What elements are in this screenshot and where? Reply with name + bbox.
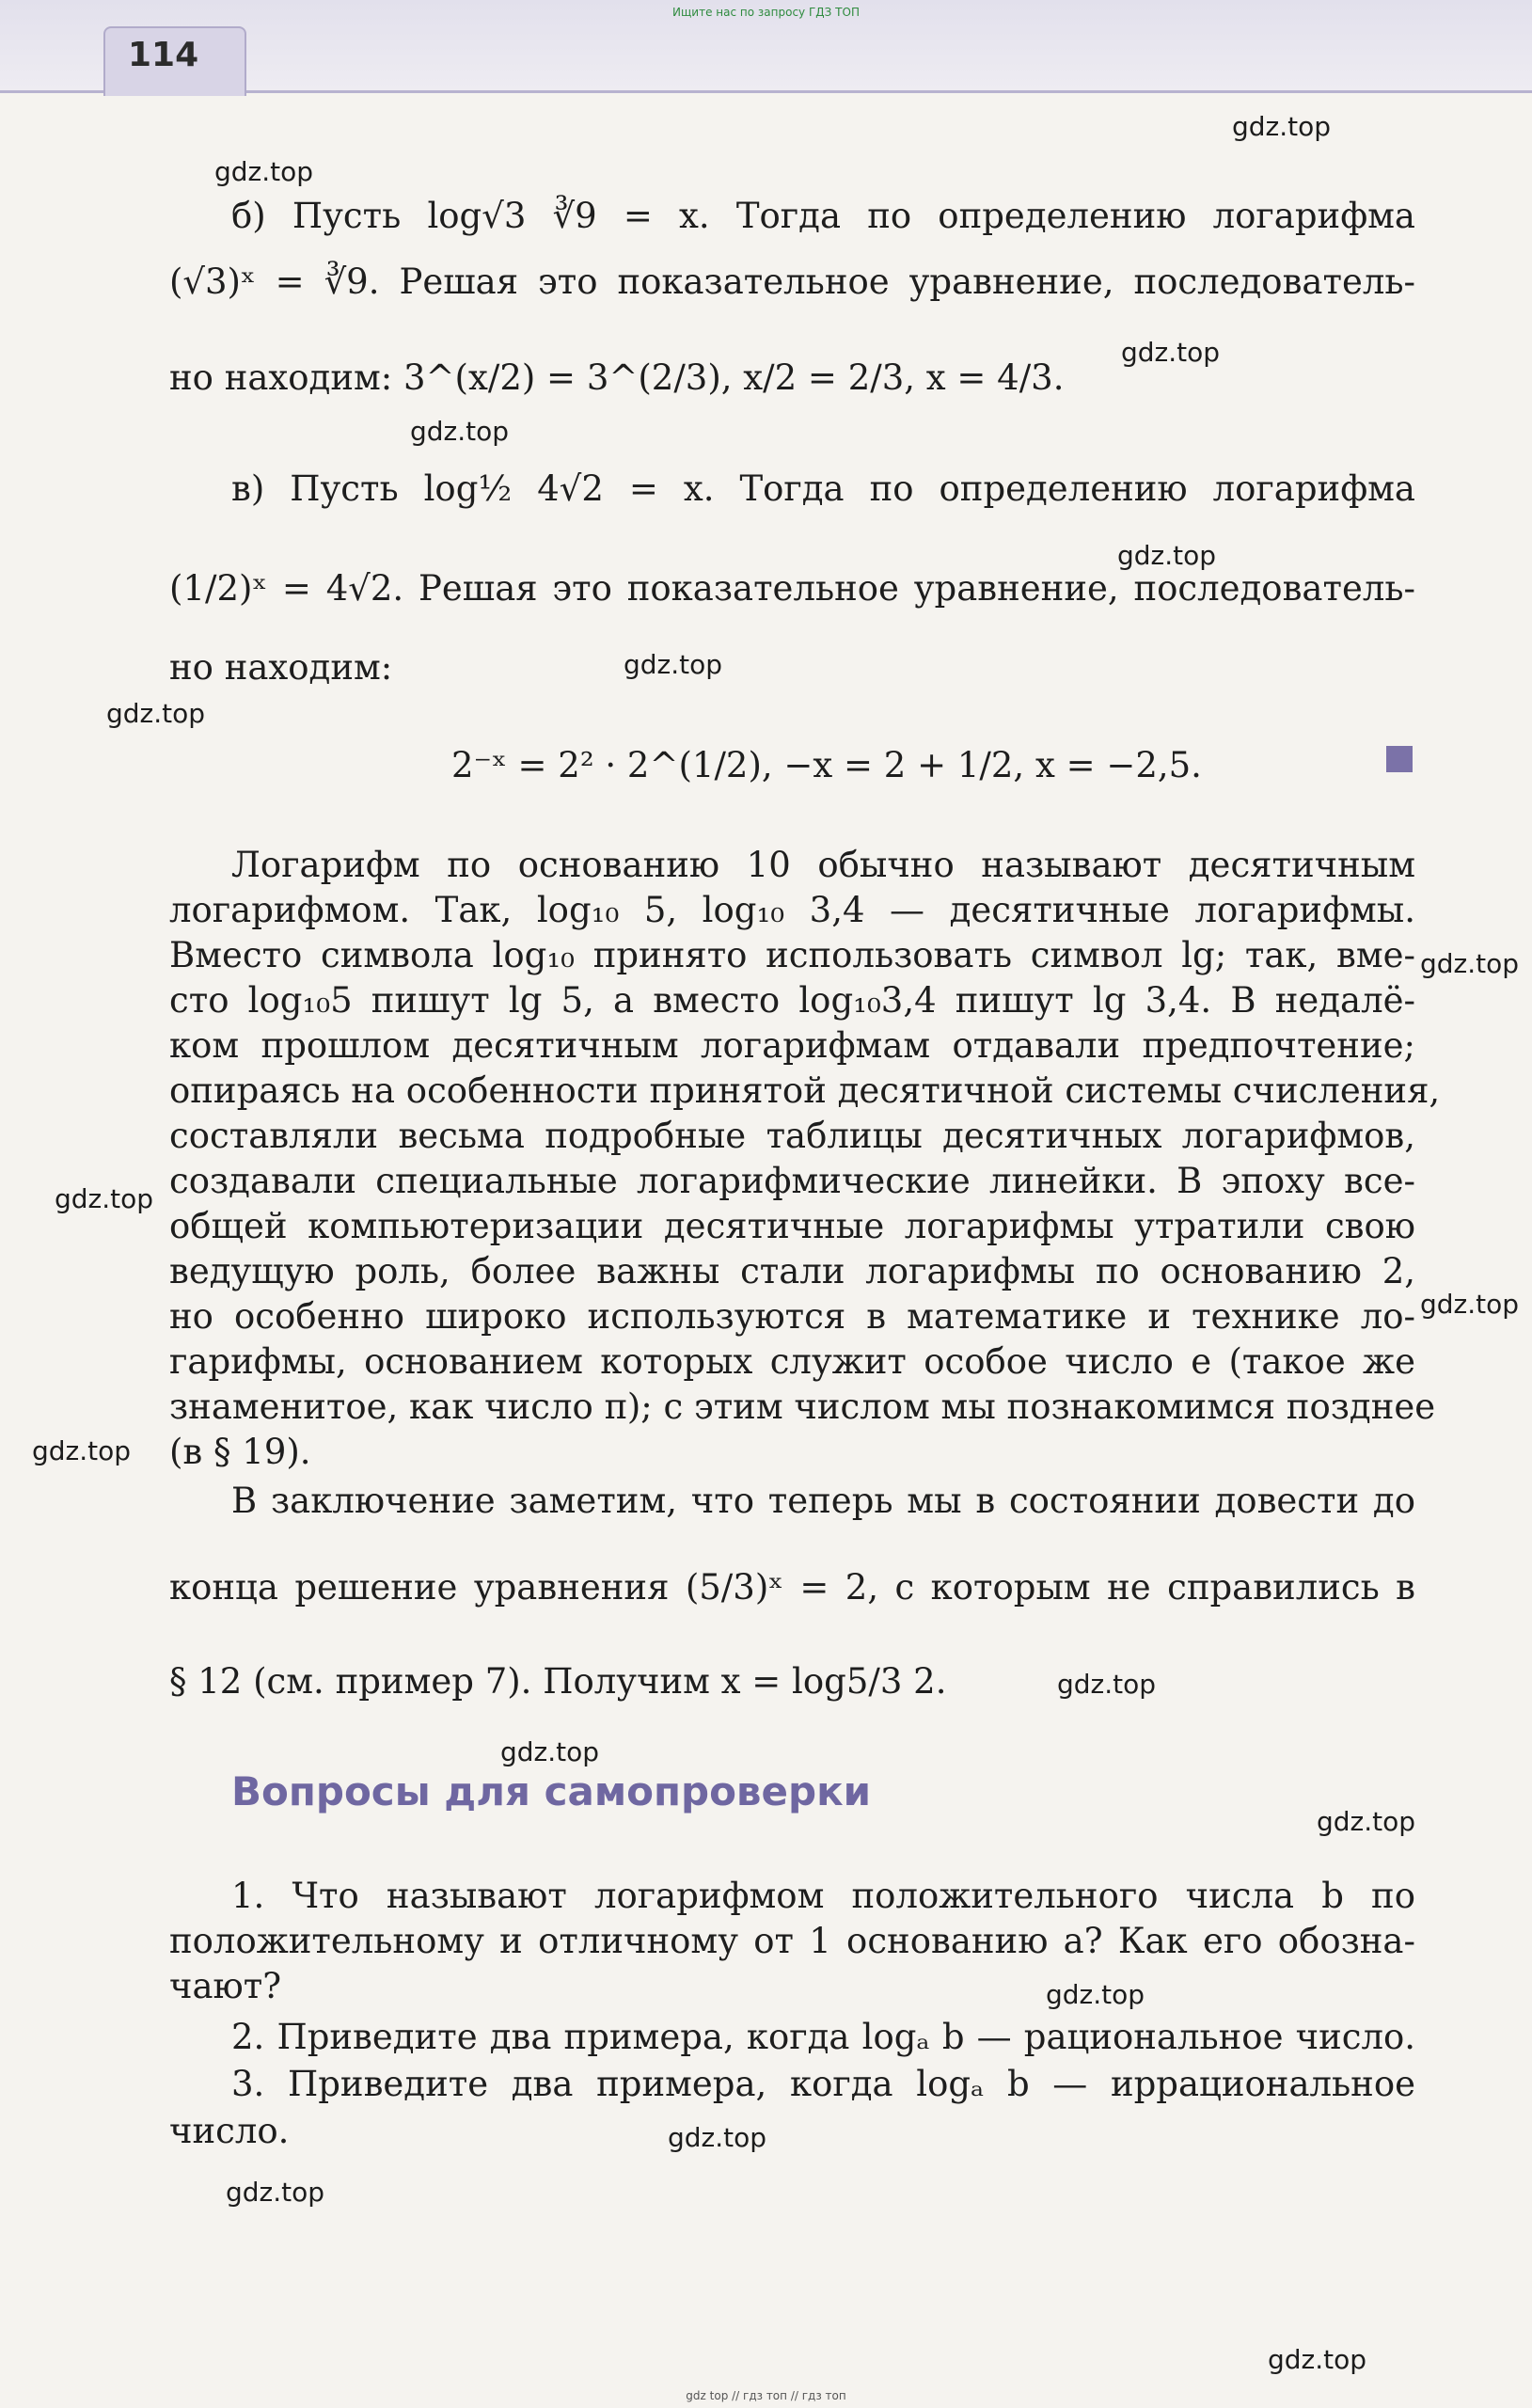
end-of-solution-marker xyxy=(1386,746,1413,772)
text-line: ведущую роль, более важны стали логарифмы по основанию 2, xyxy=(169,1251,1415,1291)
text-line: Логарифм по основанию 10 обычно называют десятичным xyxy=(231,845,1415,885)
text-line: но находим: xyxy=(169,647,393,688)
text-line: (в § 19). xyxy=(169,1432,311,1472)
text-line: § 12 (см. пример 7). Получим x = log5/3 2. xyxy=(169,1661,947,1702)
question-line: 1. Что называют логарифмом положительного числа b по xyxy=(231,1876,1415,1916)
watermark: gdz.top xyxy=(1268,2344,1367,2375)
watermark: gdz.top xyxy=(668,2122,767,2153)
text-line: но находим: 3^(x/2) = 3^(2/3), x/2 = 2/3, x = 4/3. xyxy=(169,357,1065,398)
section-title: Вопросы для самопроверки xyxy=(231,1768,871,1814)
top-note: Ищите нас по запросу ГДЗ ТОП xyxy=(672,6,860,19)
text-line: В заключение заметим, что теперь мы в состоянии довести до xyxy=(231,1481,1415,1521)
watermark: gdz.top xyxy=(1046,1979,1145,2010)
text-line: Вместо символа log₁₀ принято использовать символ lg; так, вме- xyxy=(169,935,1415,975)
question-line: положительному и отличному от 1 основанию a? Как его обозна- xyxy=(169,1921,1415,1961)
text-line: создавали специальные логарифмические линейки. В эпоху все- xyxy=(169,1161,1415,1201)
text-line: б) Пусть log√3 ∛9 = x. Тогда по определению логарифма xyxy=(231,196,1415,236)
watermark: gdz.top xyxy=(32,1435,132,1466)
text-line: общей компьютеризации десятичные логарифмы утратили свою xyxy=(169,1206,1415,1246)
watermark: gdz.top xyxy=(410,416,510,447)
text-line: ком прошлом десятичным логарифмам отдавали предпочтение; xyxy=(169,1025,1415,1066)
text-line: опираясь на особенности принятой десятичной системы счисления, xyxy=(169,1070,1441,1111)
text-line: знаменитое, как число π); с этим числом мы познакомимся позднее xyxy=(169,1386,1436,1427)
question-line: число. xyxy=(169,2111,290,2151)
watermark: gdz.top xyxy=(500,1736,600,1767)
watermark: gdz.top xyxy=(624,649,723,680)
watermark: gdz.top xyxy=(226,2177,325,2208)
formula: 2⁻ˣ = 2² · 2^(1/2), −x = 2 + 1/2, x = −2,5. xyxy=(451,745,1202,785)
text-line: в) Пусть log½ 4√2 = x. Тогда по определению логарифма xyxy=(231,468,1415,509)
watermark: gdz.top xyxy=(1420,948,1520,979)
question-line: 3. Приведите два примера, когда logₐ b — иррациональное xyxy=(231,2064,1415,2104)
watermark: gdz.top xyxy=(1317,1806,1416,1837)
question-line: 2. Приведите два примера, когда logₐ b — рациональное число. xyxy=(231,2017,1415,2057)
watermark: gdz.top xyxy=(1121,337,1221,368)
text-line: (√3)ˣ = ∛9. Решая это показательное уравнение, последователь- xyxy=(169,261,1415,302)
watermark: gdz.top xyxy=(1420,1289,1520,1320)
text-line: но особенно широко используются в математике и технике ло- xyxy=(169,1296,1415,1337)
text-line: конца решение уравнения (5/3)ˣ = 2, с которым не справились в xyxy=(169,1567,1415,1608)
watermark: gdz.top xyxy=(1057,1669,1157,1700)
bottom-note: gdz top // гдз топ // гдз топ xyxy=(686,2389,846,2402)
text-line: составляли весьма подробные таблицы десятичных логарифмов, xyxy=(169,1116,1415,1156)
text-line: (1/2)ˣ = 4√2. Решая это показательное уравнение, последователь- xyxy=(169,568,1415,609)
text-line: гарифмы, основанием которых служит особое число e (такое же xyxy=(169,1341,1415,1382)
watermark: gdz.top xyxy=(1117,540,1217,571)
text-line: логарифмом. Так, log₁₀ 5, log₁₀ 3,4 — десятичные логарифмы. xyxy=(169,890,1415,930)
question-line: чают? xyxy=(169,1966,282,2006)
page-number: 114 xyxy=(128,36,199,74)
watermark: gdz.top xyxy=(55,1183,154,1214)
watermark: gdz.top xyxy=(214,156,314,187)
text-line: сто log₁₀5 пишут lg 5, а вместо log₁₀3,4 пишут lg 3,4. В недалё- xyxy=(169,980,1415,1021)
watermark: gdz.top xyxy=(106,698,206,729)
watermark: gdz.top xyxy=(1232,111,1332,142)
